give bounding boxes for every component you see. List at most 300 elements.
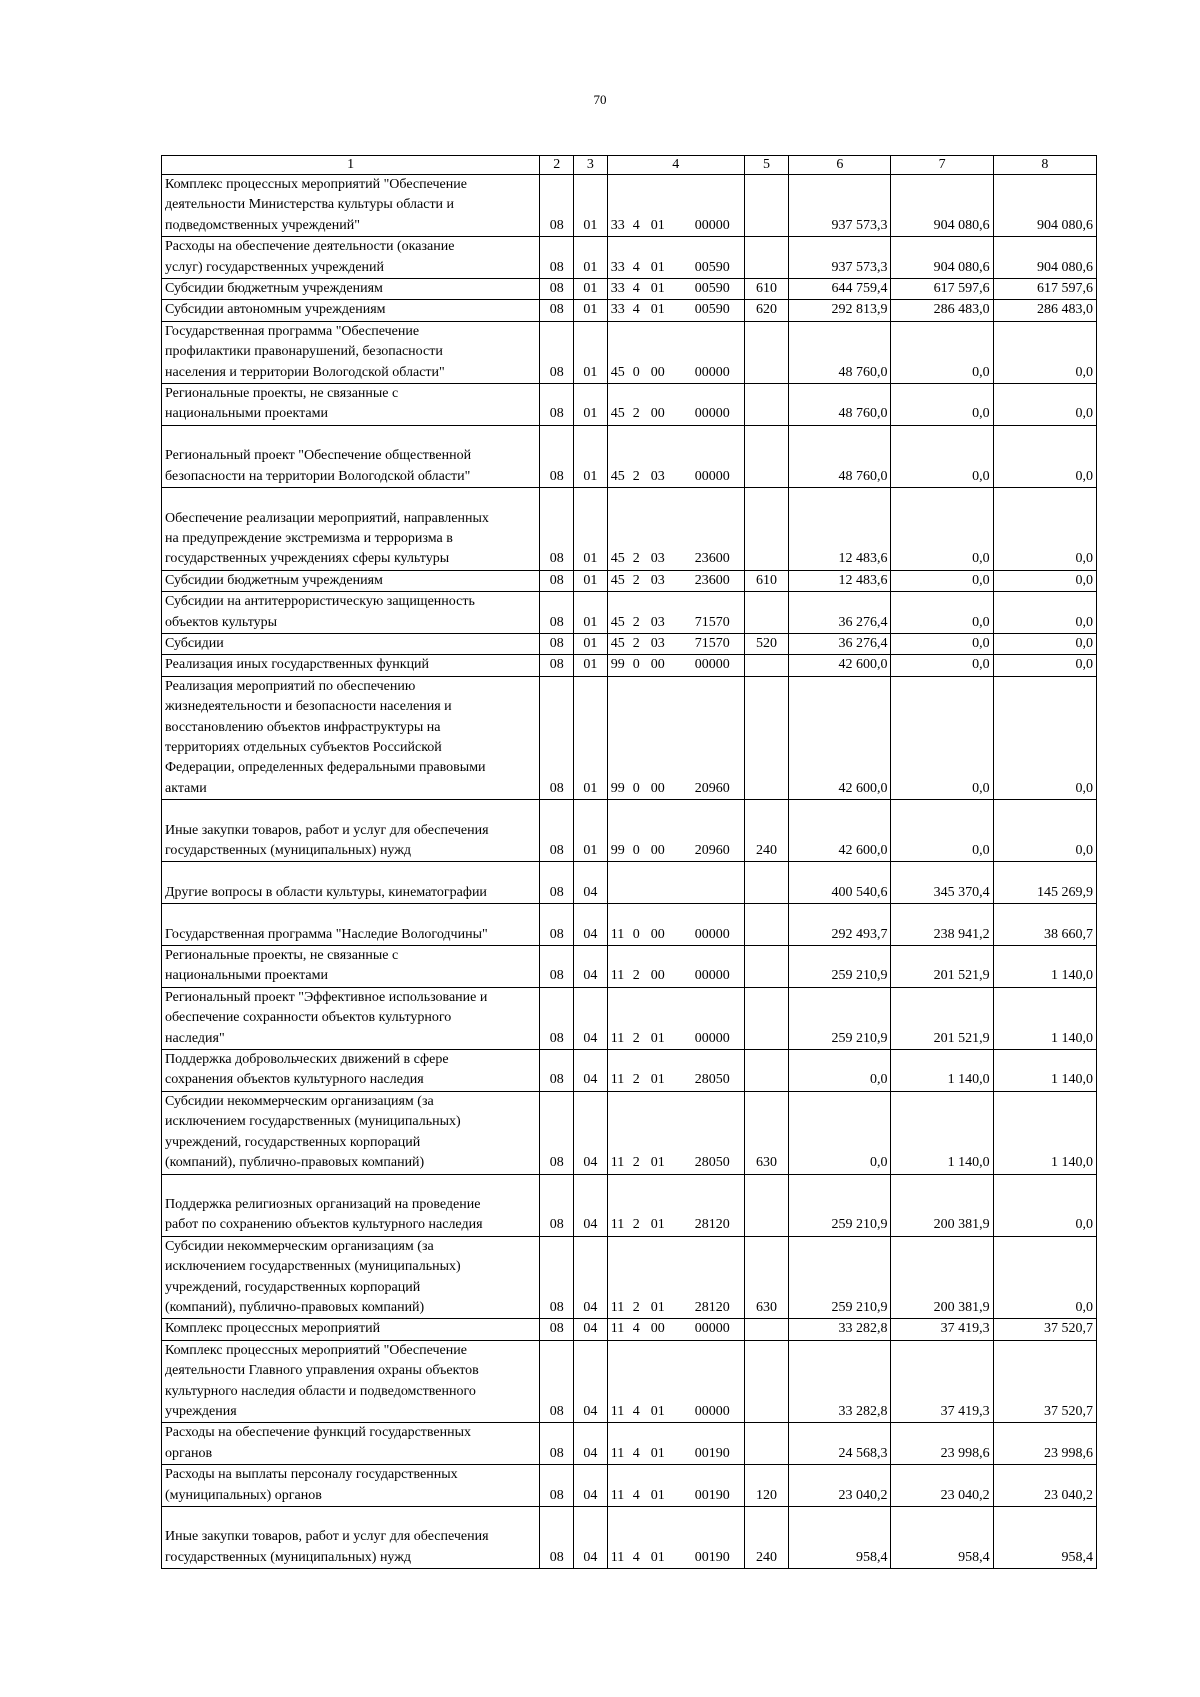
amount-year-1: 400 540,6 xyxy=(789,862,891,904)
section-code: 08 xyxy=(540,570,574,591)
article-code-part: 11 xyxy=(610,1487,625,1503)
row-description xyxy=(162,1091,540,1174)
article-code-part: 01 xyxy=(650,217,665,233)
amount-year-3: 958,4 xyxy=(993,1507,1096,1569)
amount-year-2: 201 521,9 xyxy=(891,987,993,1049)
target-article-code xyxy=(607,570,744,591)
header-row xyxy=(162,156,1097,175)
target-article-code xyxy=(607,425,744,487)
subsection-code: 04 xyxy=(574,1174,608,1236)
subsection-code: 01 xyxy=(574,425,608,487)
section-code: 08 xyxy=(540,1423,574,1465)
article-code-part: 00000 xyxy=(694,926,730,942)
target-article-code xyxy=(607,1236,744,1319)
target-article-parts xyxy=(611,549,741,569)
target-article-parts xyxy=(611,1029,741,1049)
subsection-code: 01 xyxy=(574,488,608,571)
target-article-code xyxy=(607,1174,744,1236)
description-line: государственных (муниципальных) нужд xyxy=(165,1549,412,1565)
article-code-part: 33 xyxy=(610,259,625,275)
article-code-part: 01 xyxy=(650,1299,665,1315)
amount-year-1: 937 573,3 xyxy=(789,175,891,237)
amount-year-2: 0,0 xyxy=(891,592,993,634)
description-line: Региональные проекты, не связанные с xyxy=(165,948,399,964)
table-row xyxy=(162,237,1097,279)
article-code-part: 11 xyxy=(610,1299,625,1315)
row-description xyxy=(162,592,540,634)
amount-year-3: 0,0 xyxy=(993,1174,1096,1236)
section-code: 08 xyxy=(540,1340,574,1423)
article-code-part: 11 xyxy=(610,1155,625,1171)
section-code: 08 xyxy=(540,862,574,904)
target-article-code xyxy=(607,1507,744,1569)
description-line: Реализация мероприятий по обеспечению xyxy=(165,678,416,694)
amount-year-1: 0,0 xyxy=(789,1091,891,1174)
header-cell: 7 xyxy=(891,156,993,175)
table-row xyxy=(162,1236,1097,1319)
section-code: 08 xyxy=(540,800,574,862)
subsection-code: 04 xyxy=(574,1319,608,1340)
article-code-part: 0 xyxy=(632,364,640,380)
section-code: 08 xyxy=(540,237,574,279)
target-article-code xyxy=(607,633,744,654)
amount-year-1: 12 483,6 xyxy=(789,570,891,591)
amount-year-1: 958,4 xyxy=(789,1507,891,1569)
subsection-code: 04 xyxy=(574,946,608,988)
description-line: профилактики правонарушений, безопасности xyxy=(165,344,443,360)
expense-type-code xyxy=(744,1174,789,1236)
row-description xyxy=(162,655,540,676)
article-code-part: 11 xyxy=(610,968,625,984)
table-row xyxy=(162,655,1097,676)
article-code-part: 45 xyxy=(610,406,625,422)
description-line: работ по сохранению объектов культурного наследия xyxy=(165,1217,483,1233)
section-code: 08 xyxy=(540,987,574,1049)
subsection-code: 01 xyxy=(574,279,608,300)
table-row xyxy=(162,1050,1097,1092)
description-line: учреждения xyxy=(165,1403,237,1419)
table-row xyxy=(162,1091,1097,1174)
target-article-parts xyxy=(611,1548,741,1568)
article-code-part: 4 xyxy=(632,217,640,233)
description-line: Иные закупки товаров, работ и услуг для обеспечения xyxy=(165,1529,489,1545)
amount-year-3: 0,0 xyxy=(993,800,1096,862)
expense-type-code xyxy=(744,946,789,988)
expense-type-code xyxy=(744,425,789,487)
header-cell: 6 xyxy=(789,156,891,175)
amount-year-1: 644 759,4 xyxy=(789,279,891,300)
target-article-code xyxy=(607,987,744,1049)
row-description xyxy=(162,1507,540,1569)
description-line: исключением государственных (муниципальных) xyxy=(165,1114,461,1130)
description-line: актами xyxy=(165,780,207,796)
article-code-part: 11 xyxy=(610,1072,625,1088)
subsection-code: 01 xyxy=(574,676,608,799)
amount-year-1: 33 282,8 xyxy=(789,1340,891,1423)
expense-type-code xyxy=(744,1340,789,1423)
article-code-part: 2 xyxy=(632,468,640,484)
description-line: культурного наследия области и подведомственного xyxy=(165,1383,476,1399)
table-row xyxy=(162,633,1097,654)
expense-type-code: 620 xyxy=(744,300,789,321)
expense-type-code xyxy=(744,1050,789,1092)
header-cell: 8 xyxy=(993,156,1096,175)
amount-year-3: 904 080,6 xyxy=(993,175,1096,237)
article-code-part: 00190 xyxy=(694,1487,730,1503)
row-description xyxy=(162,1340,540,1423)
amount-year-3: 23 040,2 xyxy=(993,1465,1096,1507)
amount-year-1: 42 600,0 xyxy=(789,655,891,676)
header-cell: 4 xyxy=(607,156,744,175)
target-article-code xyxy=(607,1465,744,1507)
article-code-part: 01 xyxy=(650,259,665,275)
article-code-part: 00 xyxy=(650,968,665,984)
article-code-part: 33 xyxy=(610,302,625,318)
target-article-code xyxy=(607,862,744,904)
article-code-part: 11 xyxy=(610,1445,625,1461)
description-line xyxy=(165,1507,536,1527)
target-article-parts xyxy=(611,279,741,299)
table-row xyxy=(162,321,1097,383)
row-description xyxy=(162,987,540,1049)
article-code-part: 28050 xyxy=(694,1155,730,1171)
target-article-code xyxy=(607,1091,744,1174)
amount-year-2: 0,0 xyxy=(891,488,993,571)
row-description xyxy=(162,384,540,426)
subsection-code: 04 xyxy=(574,1465,608,1507)
row-description xyxy=(162,946,540,988)
table-row xyxy=(162,904,1097,946)
section-code: 08 xyxy=(540,488,574,571)
amount-year-3: 0,0 xyxy=(993,570,1096,591)
expense-type-code xyxy=(744,1319,789,1340)
amount-year-2: 0,0 xyxy=(891,676,993,799)
article-code-part: 2 xyxy=(632,551,640,567)
target-article-parts xyxy=(611,613,741,633)
amount-year-1: 36 276,4 xyxy=(789,592,891,634)
target-article-code xyxy=(607,904,744,946)
subsection-code: 01 xyxy=(574,800,608,862)
amount-year-2: 0,0 xyxy=(891,425,993,487)
table-row xyxy=(162,279,1097,300)
subsection-code: 04 xyxy=(574,1050,608,1092)
row-description xyxy=(162,800,540,862)
amount-year-3: 1 140,0 xyxy=(993,1050,1096,1092)
table-row xyxy=(162,175,1097,237)
amount-year-2: 1 140,0 xyxy=(891,1091,993,1174)
amount-year-2: 0,0 xyxy=(891,321,993,383)
amount-year-2: 0,0 xyxy=(891,384,993,426)
amount-year-3: 0,0 xyxy=(993,633,1096,654)
amount-year-3: 1 140,0 xyxy=(993,946,1096,988)
description-line: Субсидии бюджетным учреждениям xyxy=(165,572,383,588)
article-code-part: 11 xyxy=(610,1403,625,1419)
description-line: Расходы на выплаты персоналу государственных xyxy=(165,1467,458,1483)
description-line: Субсидии на антитеррористическую защищенность xyxy=(165,594,475,610)
subsection-code: 04 xyxy=(574,1507,608,1569)
article-code-part: 4 xyxy=(632,1549,640,1565)
description-line: Поддержка добровольческих движений в сфере xyxy=(165,1052,449,1068)
description-line: Иные закупки товаров, работ и услуг для обеспечения xyxy=(165,822,489,838)
description-line: услуг) государственных учреждений xyxy=(165,259,385,275)
description-line xyxy=(165,488,536,508)
target-article-parts xyxy=(611,1486,741,1506)
expense-type-code: 240 xyxy=(744,800,789,862)
row-description xyxy=(162,633,540,654)
row-description xyxy=(162,1319,540,1340)
article-code-part: 01 xyxy=(650,1445,665,1461)
article-code-part: 99 xyxy=(610,780,625,796)
expense-type-code xyxy=(744,862,789,904)
row-description xyxy=(162,425,540,487)
amount-year-2: 37 419,3 xyxy=(891,1319,993,1340)
article-code-part: 45 xyxy=(610,364,625,380)
target-article-code xyxy=(607,175,744,237)
article-code-part: 00190 xyxy=(694,1445,730,1461)
expense-type-code xyxy=(744,1423,789,1465)
article-code-part: 28050 xyxy=(694,1072,730,1088)
amount-year-3: 0,0 xyxy=(993,676,1096,799)
description-line: учреждений, государственных корпораций xyxy=(165,1279,421,1295)
article-code-part: 4 xyxy=(632,1321,640,1337)
row-description xyxy=(162,237,540,279)
amount-year-3: 617 597,6 xyxy=(993,279,1096,300)
subsection-code: 04 xyxy=(574,987,608,1049)
subsection-code: 04 xyxy=(574,1091,608,1174)
target-article-parts xyxy=(611,1444,741,1464)
article-code-part: 20960 xyxy=(694,780,730,796)
article-code-part: 01 xyxy=(650,302,665,318)
article-code-part: 0 xyxy=(632,657,640,673)
article-code-part: 23600 xyxy=(694,572,730,588)
article-code-part: 71570 xyxy=(694,614,730,630)
row-description xyxy=(162,300,540,321)
article-code-part: 01 xyxy=(650,1072,665,1088)
target-article-parts xyxy=(611,1319,741,1339)
article-code-part: 11 xyxy=(610,1321,625,1337)
target-article-code xyxy=(607,279,744,300)
target-article-parts xyxy=(611,634,741,654)
table-row xyxy=(162,425,1097,487)
description-line: сохранения объектов культурного наследия xyxy=(165,1072,424,1088)
amount-year-1: 42 600,0 xyxy=(789,800,891,862)
amount-year-2: 1 140,0 xyxy=(891,1050,993,1092)
amount-year-3: 0,0 xyxy=(993,425,1096,487)
description-line: Региональный проект "Обеспечение общественной xyxy=(165,448,472,464)
amount-year-1: 292 493,7 xyxy=(789,904,891,946)
amount-year-1: 259 210,9 xyxy=(789,946,891,988)
target-article-parts xyxy=(611,925,741,945)
target-article-parts xyxy=(611,216,741,236)
amount-year-2: 238 941,2 xyxy=(891,904,993,946)
description-line: Комплекс процессных мероприятий "Обеспечение xyxy=(165,1342,467,1358)
amount-year-1: 48 760,0 xyxy=(789,425,891,487)
target-article-code xyxy=(607,321,744,383)
article-code-part: 2 xyxy=(632,1299,640,1315)
amount-year-3: 904 080,6 xyxy=(993,237,1096,279)
table-row xyxy=(162,1319,1097,1340)
description-line: Субсидии xyxy=(165,635,224,651)
description-line xyxy=(165,1175,536,1195)
article-code-part: 00000 xyxy=(694,968,730,984)
article-code-part: 03 xyxy=(650,572,665,588)
amount-year-3: 0,0 xyxy=(993,384,1096,426)
article-code-part: 45 xyxy=(610,614,625,630)
expense-type-code xyxy=(744,592,789,634)
target-article-code xyxy=(607,1319,744,1340)
target-article-code xyxy=(607,676,744,799)
article-code-part: 00 xyxy=(650,843,665,858)
section-code: 08 xyxy=(540,946,574,988)
target-article-parts xyxy=(611,363,741,383)
article-code-part: 28120 xyxy=(694,1299,730,1315)
description-line: государственных учреждениях сферы культуры xyxy=(165,551,450,567)
article-code-part: 00590 xyxy=(694,281,730,297)
section-code: 08 xyxy=(540,592,574,634)
description-line: Реализация иных государственных функций xyxy=(165,657,430,673)
expense-type-code xyxy=(744,987,789,1049)
amount-year-1: 259 210,9 xyxy=(789,1174,891,1236)
row-description xyxy=(162,862,540,904)
amount-year-2: 0,0 xyxy=(891,633,993,654)
description-line: Федерации, определенных федеральными правовыми xyxy=(165,760,486,776)
description-line: жизнедеятельности и безопасности населения и xyxy=(165,699,452,715)
article-code-part: 00000 xyxy=(694,217,730,233)
section-code: 08 xyxy=(540,300,574,321)
amount-year-3: 0,0 xyxy=(993,592,1096,634)
table-row xyxy=(162,1465,1097,1507)
article-code-part: 00000 xyxy=(694,1030,730,1046)
article-code-part: 4 xyxy=(632,259,640,275)
expense-type-code xyxy=(744,175,789,237)
article-code-part: 00 xyxy=(650,926,665,942)
description-line: Обеспечение реализации мероприятий, направленных xyxy=(165,510,489,526)
amount-year-2: 904 080,6 xyxy=(891,175,993,237)
table-row xyxy=(162,987,1097,1049)
target-article-code xyxy=(607,946,744,988)
amount-year-1: 259 210,9 xyxy=(789,1236,891,1319)
amount-year-3: 1 140,0 xyxy=(993,1091,1096,1174)
table-row xyxy=(162,800,1097,862)
target-article-code xyxy=(607,592,744,634)
amount-year-1: 24 568,3 xyxy=(789,1423,891,1465)
amount-year-1: 292 813,9 xyxy=(789,300,891,321)
amount-year-3: 145 269,9 xyxy=(993,862,1096,904)
row-description xyxy=(162,175,540,237)
description-line: территориях отдельных субъектов Российской xyxy=(165,739,442,755)
description-line: деятельности Главного управления охраны объектов xyxy=(165,1363,479,1379)
description-line: Комплекс процессных мероприятий "Обеспечение xyxy=(165,177,467,192)
article-code-part: 00190 xyxy=(694,1549,730,1565)
article-code-part: 2 xyxy=(632,1072,640,1088)
subsection-code: 01 xyxy=(574,175,608,237)
expense-type-code: 630 xyxy=(744,1236,789,1319)
article-code-part: 4 xyxy=(632,1403,640,1419)
article-code-part: 01 xyxy=(650,1487,665,1503)
description-line: Комплекс процессных мероприятий xyxy=(165,1321,381,1337)
article-code-part: 00 xyxy=(650,780,665,796)
subsection-code: 01 xyxy=(574,592,608,634)
article-code-part: 33 xyxy=(610,281,625,297)
expense-type-code xyxy=(744,904,789,946)
expense-type-code: 240 xyxy=(744,1507,789,1569)
subsection-code: 01 xyxy=(574,633,608,654)
article-code-part: 28120 xyxy=(694,1217,730,1233)
target-article-parts xyxy=(611,1215,741,1235)
table-row xyxy=(162,1507,1097,1569)
row-description xyxy=(162,676,540,799)
article-code-part: 03 xyxy=(650,468,665,484)
amount-year-3: 37 520,7 xyxy=(993,1340,1096,1423)
expense-type-code xyxy=(744,321,789,383)
description-line: наследия" xyxy=(165,1030,225,1046)
section-code: 08 xyxy=(540,1507,574,1569)
target-article-parts xyxy=(611,1070,741,1090)
table-body xyxy=(162,175,1097,1569)
amount-year-2: 23 040,2 xyxy=(891,1465,993,1507)
description-line: на предупреждение экстремизма и терроризма в xyxy=(165,530,453,546)
expense-type-code: 520 xyxy=(744,633,789,654)
target-article-parts xyxy=(611,841,741,861)
description-line: Субсидии автономным учреждениям xyxy=(165,302,386,318)
target-article-parts xyxy=(611,467,741,487)
article-code-part: 2 xyxy=(632,1217,640,1233)
article-code-part: 00000 xyxy=(694,468,730,484)
target-article-code xyxy=(607,384,744,426)
article-code-part: 11 xyxy=(610,1030,625,1046)
expense-type-code: 610 xyxy=(744,570,789,591)
article-code-part: 99 xyxy=(610,843,625,858)
target-article-code xyxy=(607,300,744,321)
article-code-part: 2 xyxy=(632,1030,640,1046)
target-article-parts xyxy=(611,571,741,591)
row-description xyxy=(162,279,540,300)
section-code: 08 xyxy=(540,1465,574,1507)
row-description xyxy=(162,570,540,591)
target-article-parts xyxy=(611,404,741,424)
table-row xyxy=(162,384,1097,426)
description-line: Субсидии некоммерческим организациям (за xyxy=(165,1238,434,1254)
section-code: 08 xyxy=(540,1091,574,1174)
amount-year-3: 0,0 xyxy=(993,655,1096,676)
description-line: (компаний), публично-правовых компаний) xyxy=(165,1299,425,1315)
subsection-code: 01 xyxy=(574,300,608,321)
article-code-part: 00000 xyxy=(694,1403,730,1419)
subsection-code: 04 xyxy=(574,862,608,904)
target-article-parts xyxy=(611,1153,741,1173)
description-line xyxy=(165,862,536,882)
amount-year-1: 48 760,0 xyxy=(789,384,891,426)
row-description xyxy=(162,1174,540,1236)
description-line: учреждений, государственных корпораций xyxy=(165,1134,421,1150)
description-line: деятельности Министерства культуры области и xyxy=(165,197,455,213)
header-cell: 1 xyxy=(162,156,540,175)
article-code-part: 00000 xyxy=(694,364,730,380)
description-line: Расходы на обеспечение функций государственных xyxy=(165,1425,472,1441)
section-code: 08 xyxy=(540,676,574,799)
article-code-part: 4 xyxy=(632,302,640,318)
description-line: населения и территории Вологодской области" xyxy=(165,364,445,380)
amount-year-2: 286 483,0 xyxy=(891,300,993,321)
amount-year-1: 23 040,2 xyxy=(789,1465,891,1507)
description-line: национальными проектами xyxy=(165,406,328,422)
description-line: исключением государственных (муниципальных) xyxy=(165,1259,461,1275)
amount-year-2: 904 080,6 xyxy=(891,237,993,279)
amount-year-2: 345 370,4 xyxy=(891,862,993,904)
amount-year-2: 617 597,6 xyxy=(891,279,993,300)
amount-year-1: 0,0 xyxy=(789,1050,891,1092)
amount-year-3: 23 998,6 xyxy=(993,1423,1096,1465)
